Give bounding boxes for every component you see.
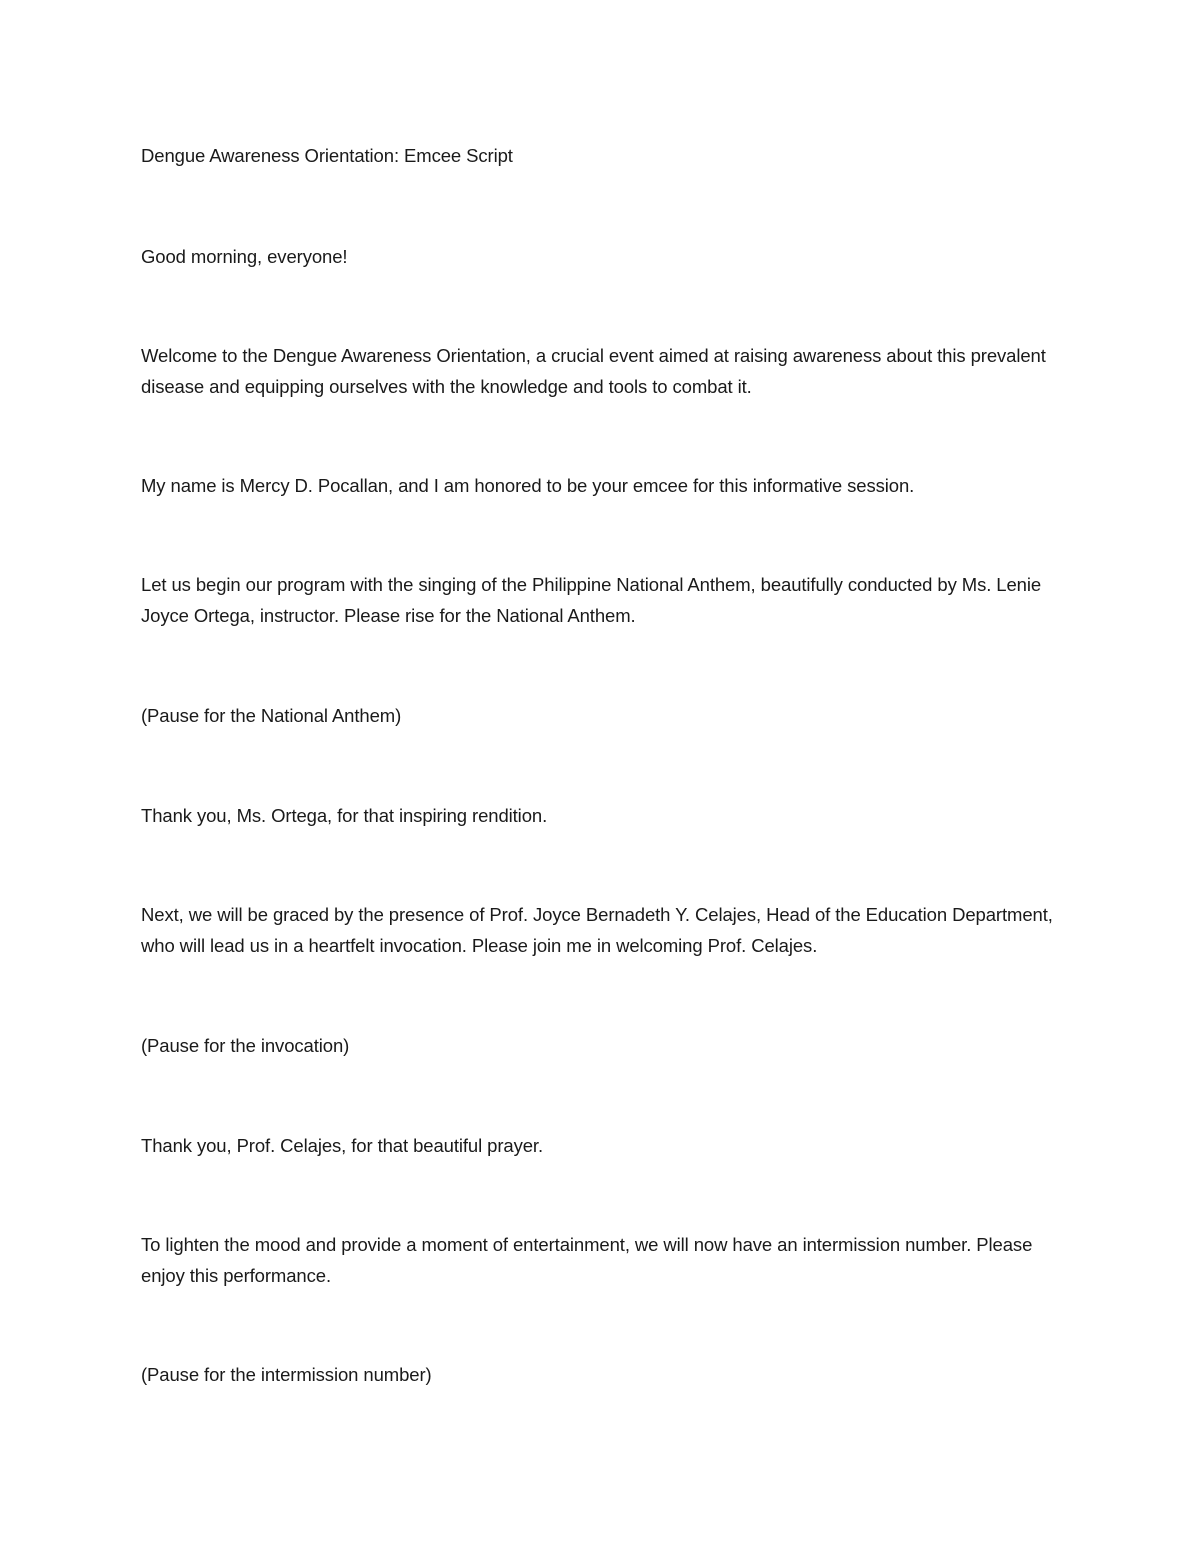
paragraph-greeting: Good morning, everyone! <box>141 246 348 267</box>
paragraph-intermission-pause: (Pause for the intermission number) <box>141 1364 432 1385</box>
paragraph-anthem-intro: Let us begin our program with the singing of the Philippine National Anthem, beautifully conducted by Ms. Lenie Joyce Ortega, instructor. Please rise for the National Anthem. <box>141 574 1042 626</box>
paragraph-invocation-pause: (Pause for the invocation) <box>141 1035 350 1056</box>
paragraph-invocation-intro: Next, we will be graced by the presence of Prof. Joyce Bernadeth Y. Celajes, Head of the Education Department, who will lead us in a heartfelt invocation. Please join me in welcoming Prof. Celajes. <box>141 904 1053 956</box>
paragraph-emcee-intro: My name is Mercy D. Pocallan, and I am honored to be your emcee for this informative session. <box>141 475 915 496</box>
paragraph-thank-celajes: Thank you, Prof. Celajes, for that beautiful prayer. <box>141 1135 544 1156</box>
paragraph-thank-ortega: Thank you, Ms. Ortega, for that inspiring rendition. <box>141 805 548 826</box>
document-title: Dengue Awareness Orientation: Emcee Script <box>141 145 513 166</box>
paragraph-welcome: Welcome to the Dengue Awareness Orientation, a crucial event aimed at raising awareness about this prevalent disease and equipping ourselves with the knowledge and tools to combat it. <box>141 345 1046 397</box>
paragraph-anthem-pause: (Pause for the National Anthem) <box>141 705 402 726</box>
paragraph-intermission-intro: To lighten the mood and provide a moment of entertainment, we will now have an intermission number. Please enjoy this performance. <box>141 1234 1033 1286</box>
